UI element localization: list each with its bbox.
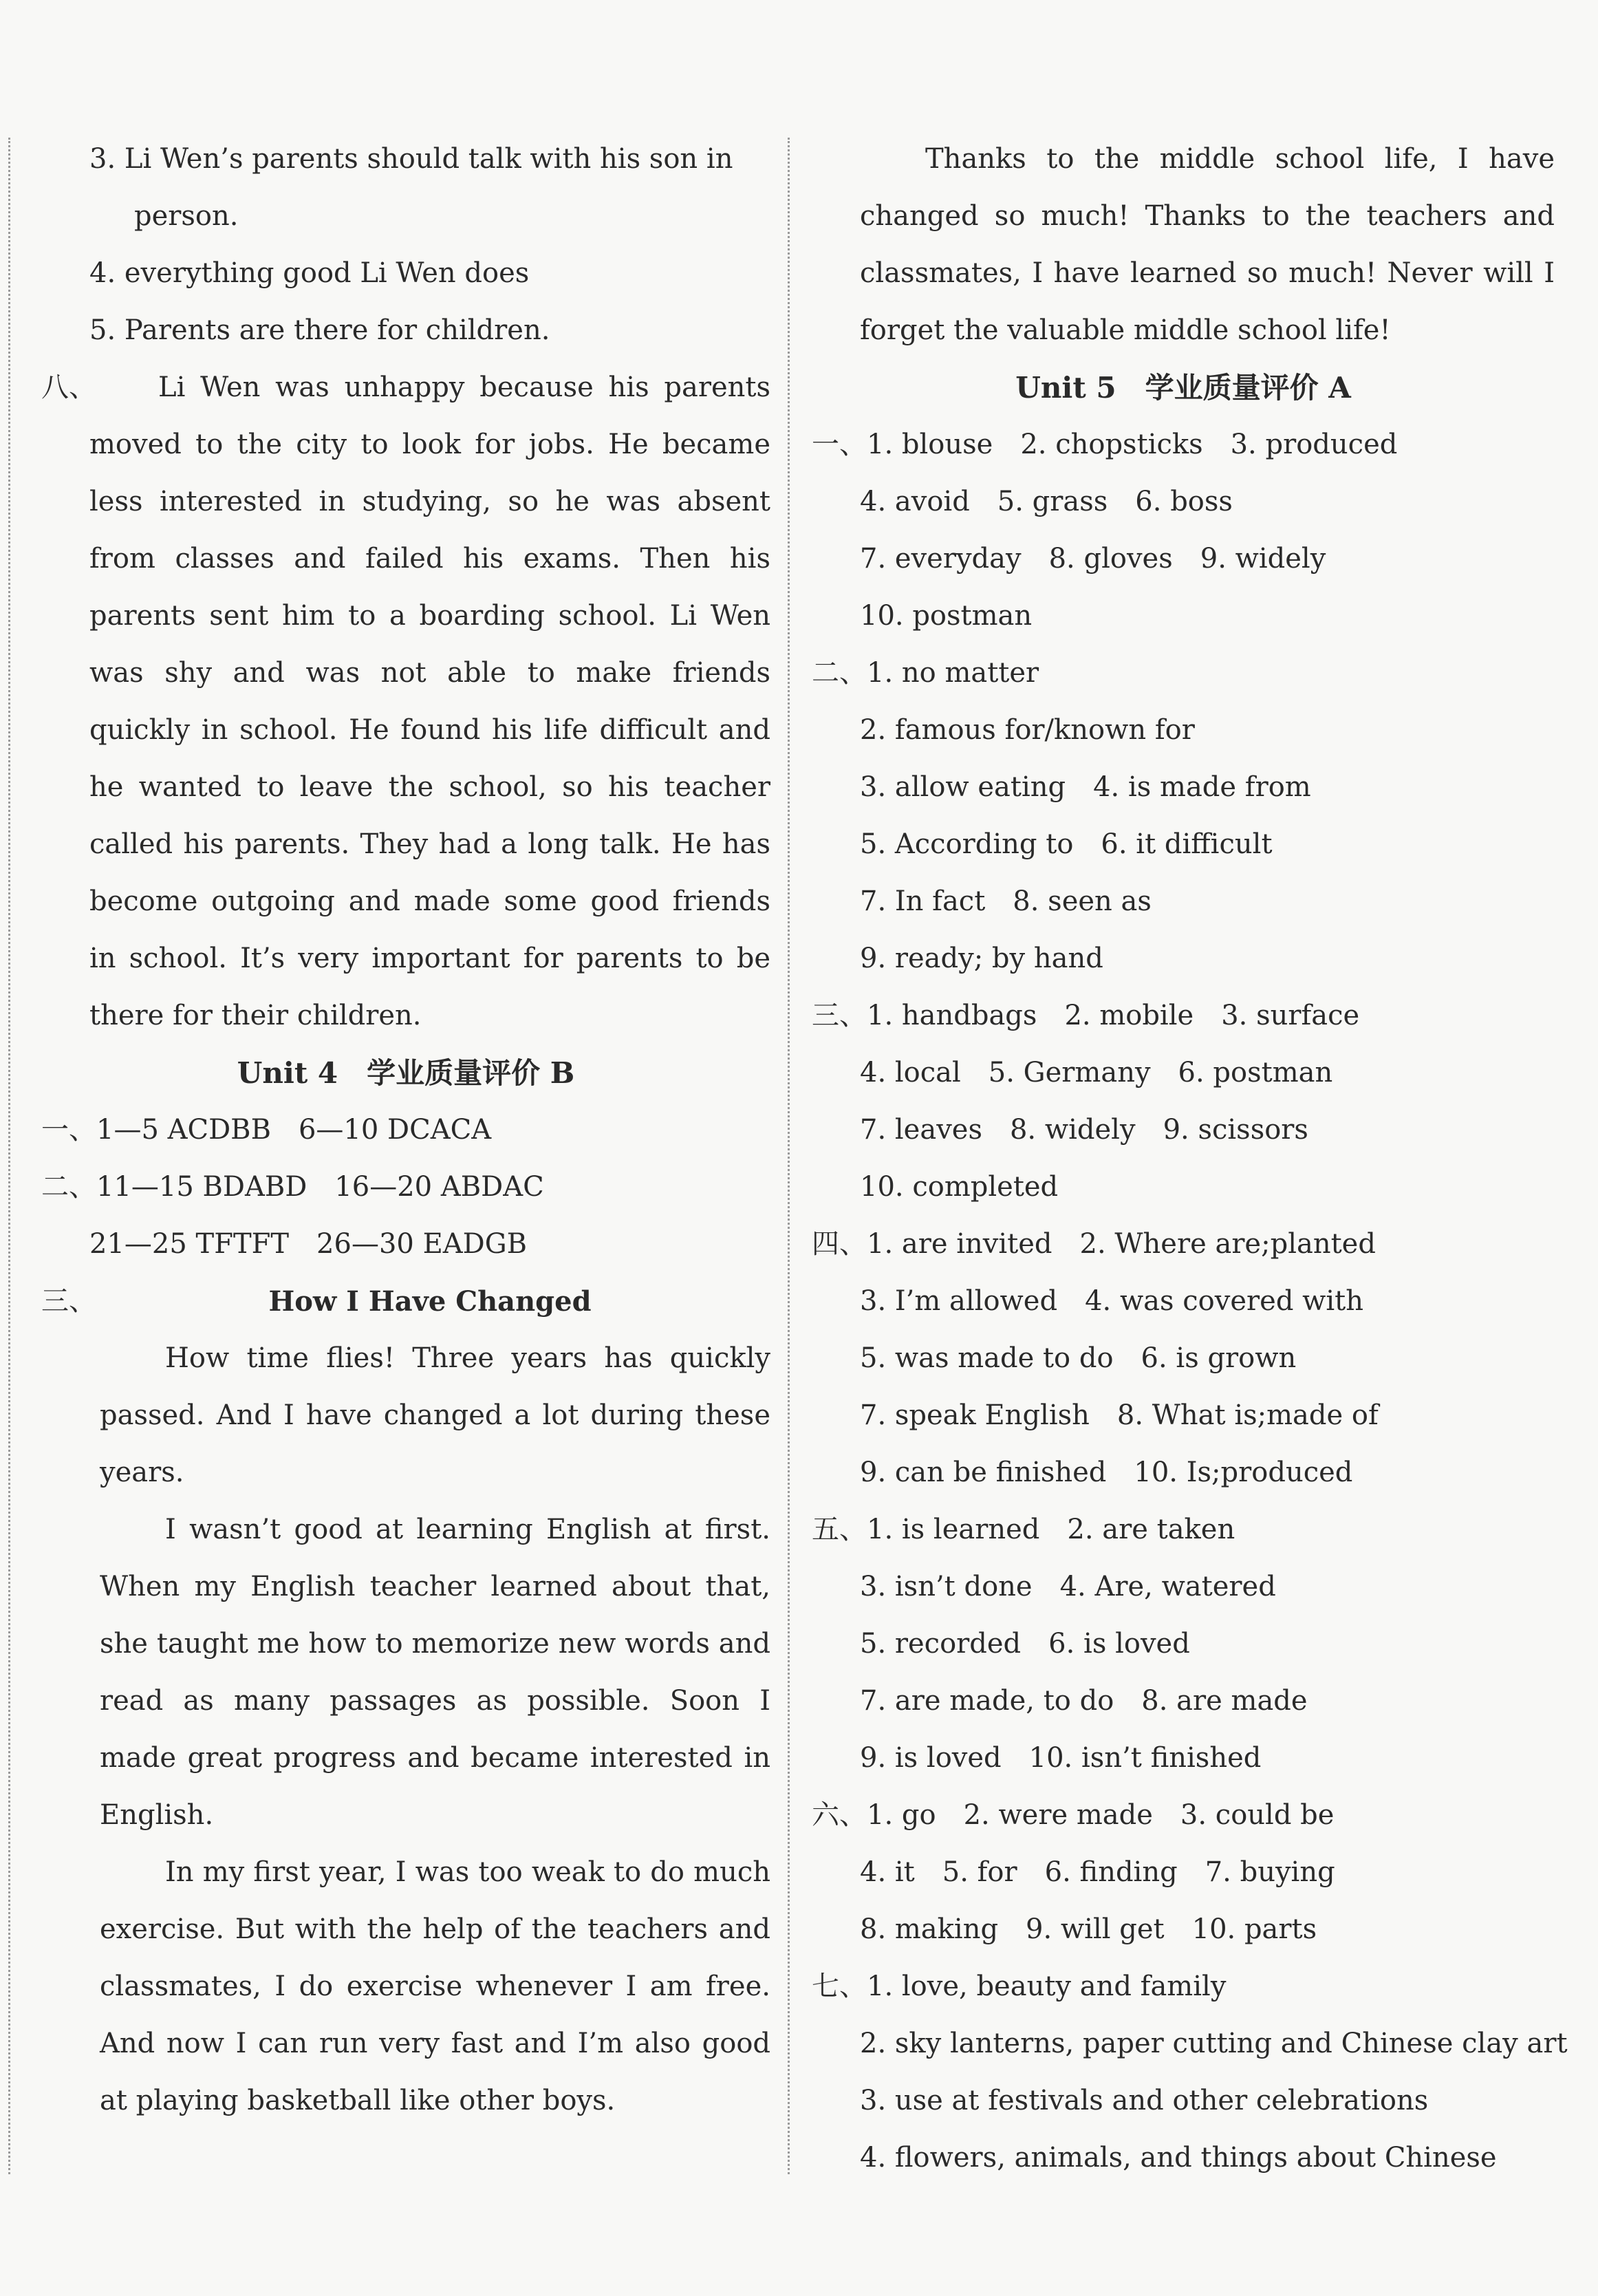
answer-line: 7. are made, to do 8. are made — [860, 1685, 1308, 1717]
unit4-section-2-answers-1: 11—15 BDABD 16—20 ABDAC — [96, 1171, 544, 1203]
unit4-section-3 — [41, 1273, 770, 1330]
unit5-section-2-marker: 二、 — [812, 657, 867, 689]
answer-line: 5. was made to do 6. is grown — [860, 1342, 1297, 1374]
left-column — [41, 131, 770, 2129]
answer-line: 2. sky lanterns, paper cutting and Chinese clay art — [860, 2028, 1568, 2059]
unit5-section-2 — [812, 645, 1555, 987]
section-8 — [41, 359, 770, 1044]
essay-paragraph-4: Thanks to the middle school life, I have changed so much! Thanks to the teachers and classmates, I have learned so much! Never will I forget the valuable middle school life! — [860, 143, 1555, 346]
answer-line: 1. blouse 2. chopsticks 3. produced — [867, 429, 1398, 460]
unit5-section-1-marker: 一、 — [812, 429, 867, 460]
answer-line: 1. are invited 2. Where are;planted — [867, 1228, 1376, 1260]
answer-line: 7. leaves 8. widely 9. scissors — [860, 1114, 1308, 1146]
section-8-marker: 八、 — [41, 372, 96, 403]
answer-line: 9. ready; by hand — [860, 943, 1103, 974]
unit5-section-4-marker: 四、 — [812, 1228, 867, 1260]
answer-line: 7. everyday 8. gloves 9. widely — [860, 543, 1326, 575]
unit5-section-5-marker: 五、 — [812, 1514, 867, 1545]
answer-line: 8. making 9. will get 10. parts — [860, 1913, 1317, 1945]
answer-line: 7. speak English 8. What is;made of — [860, 1399, 1379, 1431]
answer-line: 7. In fact 8. seen as — [860, 886, 1152, 917]
answer-line: 5. According to 6. it difficult — [860, 828, 1273, 860]
answer-line: 4. it 5. for 6. finding 7. buying — [860, 1856, 1335, 1888]
answer-line: 4. flowers, animals, and things about Chinese — [860, 2142, 1497, 2174]
unit5-section-7 — [812, 1958, 1568, 2187]
answer-line: 3. isn’t done 4. Are, watered — [860, 1571, 1276, 1602]
answer-line: 10. postman — [860, 600, 1033, 632]
unit5-section-4 — [812, 1216, 1555, 1501]
essay-paragraph-2: I wasn’t good at learning English at first. When my English teacher learned about that, she taught me how to memorize new words and read as many passages as possible. Soon I made great progress and became interested in English. — [100, 1514, 770, 1831]
q7-item-5: 5. Parents are there for children. — [89, 314, 550, 346]
unit4-section-2 — [41, 1159, 770, 1216]
unit5-section-6-marker: 六、 — [812, 1799, 867, 1831]
unit4-section-1-marker: 一、 — [41, 1114, 96, 1146]
essay-paragraph-3: In my first year, I was too weak to do much exercise. But with the help of the teachers and classmates, I do exercise whenever I am free. And now I can run very fast and I’m also good at playing basketball like other boys. — [100, 1856, 770, 2116]
q7-item-3: 3. Li Wen’s parents should talk with his son in — [89, 143, 733, 175]
answer-line: 5. recorded 6. is loved — [860, 1628, 1190, 1660]
answer-line: 9. is loved 10. isn’t finished — [860, 1742, 1262, 1774]
unit5-section-3-marker: 三、 — [812, 1000, 867, 1031]
answer-line: 1. go 2. were made 3. could be — [867, 1799, 1335, 1831]
unit5-heading: Unit 5 学业质量评价 A — [1015, 371, 1351, 405]
essay-paragraph-1: How time flies! Three years has quickly passed. And I have changed a lot during these years. — [100, 1342, 770, 1488]
answer-line: 1. love, beauty and family — [867, 1971, 1227, 2002]
answer-line: 3. allow eating 4. is made from — [860, 771, 1311, 803]
answer-line: 1. is learned 2. are taken — [867, 1514, 1235, 1545]
unit5-section-5 — [812, 1501, 1555, 1787]
right-column — [812, 131, 1568, 2187]
unit4-section-3-marker: 三、 — [41, 1285, 96, 1317]
answer-line: 1. no matter — [867, 657, 1039, 689]
left-margin-line — [8, 138, 10, 2174]
answer-line: 3. use at festivals and other celebrations — [860, 2085, 1429, 2116]
section-8-summary: Li Wen was unhappy because his parents moved to the city to look for jobs. He became less interested in studying, so he was absent from classes and failed his exams. Then his parents sent him to a boarding school. Li Wen was shy and was not able to make friends quickly in school. He found his life difficult and he wanted to leave the school, so his teacher called his parents. They had a long talk. He has become outgoing and made some good friends in school. It’s very important for parents to be there for their children. — [89, 372, 770, 1031]
answer-line: 4. avoid 5. grass 6. boss — [860, 486, 1233, 517]
unit4-section-1-answers: 1—5 ACDBB 6—10 DCACA — [96, 1114, 492, 1146]
unit4-section-1 — [41, 1102, 770, 1159]
answer-line: 1. handbags 2. mobile 3. surface — [867, 1000, 1360, 1031]
unit5-section-6 — [812, 1787, 1555, 1958]
answer-line: 3. I’m allowed 4. was covered with — [860, 1285, 1364, 1317]
unit5-section-1 — [812, 416, 1555, 645]
unit4-section-2-marker: 二、 — [41, 1171, 96, 1203]
answer-line: 2. famous for/known for — [860, 714, 1195, 746]
essay-title: How I Have Changed — [268, 1285, 592, 1318]
answer-line: 10. completed — [860, 1171, 1059, 1203]
unit5-section-3 — [812, 987, 1555, 1216]
q7-item-4: 4. everything good Li Wen does — [89, 257, 530, 289]
unit5-section-7-marker: 七、 — [812, 1971, 867, 2002]
unit4-heading: Unit 4 学业质量评价 B — [237, 1056, 575, 1090]
column-divider — [788, 138, 790, 2174]
answer-line: 4. local 5. Germany 6. postman — [860, 1057, 1333, 1088]
answer-line: 9. can be finished 10. Is;produced — [860, 1457, 1353, 1488]
q7-item-3-cont: person. — [134, 200, 239, 232]
unit4-section-2-answers-2: 21—25 TFTFT 26—30 EADGB — [89, 1228, 528, 1260]
